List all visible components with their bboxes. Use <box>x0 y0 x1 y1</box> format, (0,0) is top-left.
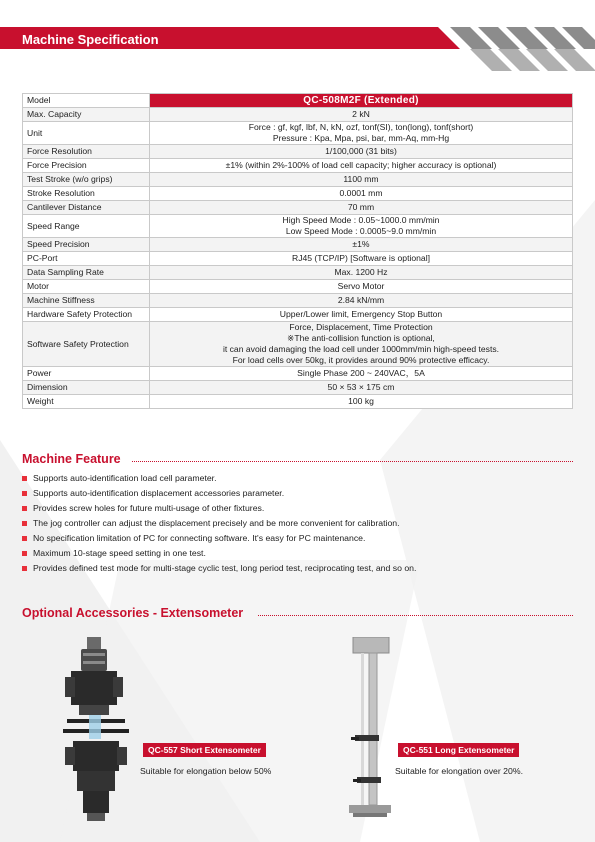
bullet-icon <box>22 551 27 556</box>
machine-feature-title: Machine Feature <box>22 452 121 466</box>
short-extensometer-desc: Suitable for elongation below 50% <box>140 766 272 776</box>
spec-key: Software Safety Protection <box>23 322 150 367</box>
spec-table <box>22 93 573 409</box>
feature-text: Provides defined test mode for multi-stage cyclic test, long period test, reciprocating test, and so on. <box>33 563 417 573</box>
spec-row <box>23 367 573 381</box>
spec-value: 50 × 53 × 175 cm <box>150 381 573 395</box>
short-extensometer-image <box>55 637 140 822</box>
spec-row <box>23 266 573 280</box>
spec-key: Model <box>23 94 150 108</box>
bullet-icon <box>22 491 27 496</box>
feature-text: No specification limitation of PC for connecting software. It's easy for PC maintenance. <box>33 533 366 543</box>
spec-value: 70 mm <box>150 201 573 215</box>
spec-key: Hardware Safety Protection <box>23 308 150 322</box>
feature-text: Supports auto-identification load cell parameter. <box>33 473 217 483</box>
feature-item <box>22 501 582 516</box>
feature-text: Provides screw holes for future multi-usage of other fixtures. <box>33 503 265 513</box>
feature-text: Supports auto-identification displacement accessories parameter. <box>33 488 285 498</box>
spec-key: Weight <box>23 395 150 409</box>
feature-text: Maximum 10-stage speed setting in one test. <box>33 548 206 558</box>
long-extensometer-label: QC-551 Long Extensometer <box>398 743 519 757</box>
bullet-icon <box>22 521 27 526</box>
spec-value: Max. 1200 Hz <box>150 266 573 280</box>
spec-row <box>23 294 573 308</box>
spec-key: Speed Range <box>23 215 150 238</box>
long-extensometer-desc: Suitable for elongation over 20%. <box>395 766 523 776</box>
spec-row <box>23 308 573 322</box>
spec-row <box>23 280 573 294</box>
spec-row <box>23 395 573 409</box>
spec-row <box>23 173 573 187</box>
spec-value-line: Force : gf, kgf, lbf, N, kN, ozf, tonf(SI), ton(long), tonf(short) <box>248 122 474 132</box>
spec-row <box>23 94 573 108</box>
spec-value <box>150 322 573 367</box>
long-extensometer-image <box>345 637 395 819</box>
spec-key: Stroke Resolution <box>23 187 150 201</box>
page-title: Machine Specification <box>22 32 159 47</box>
spec-key: Machine Stiffness <box>23 294 150 308</box>
spec-key: Motor <box>23 280 150 294</box>
spec-value-line: Pressure : Kpa, Mpa, psi, bar, mm-Aq, mm-Hg <box>272 133 450 143</box>
spec-row <box>23 187 573 201</box>
spec-value: 0.0001 mm <box>150 187 573 201</box>
spec-key: Cantilever Distance <box>23 201 150 215</box>
feature-item <box>22 486 582 501</box>
spec-key: Speed Precision <box>23 238 150 252</box>
bullet-icon <box>22 566 27 571</box>
spec-value: RJ45 (TCP/IP) [Software is optional] <box>150 252 573 266</box>
spec-value <box>150 122 573 145</box>
spec-row <box>23 201 573 215</box>
spec-value-line: Low Speed Mode : 0.0005~9.0 mm/min <box>285 226 437 236</box>
spec-value: ±1% (within 2%-100% of load cell capacity; higher accuracy is optional) <box>150 159 573 173</box>
bullet-icon <box>22 476 27 481</box>
spec-key: Dimension <box>23 381 150 395</box>
spec-value-line: ※The anti-collision function is optional, <box>287 333 435 343</box>
short-extensometer-label: QC-557 Short Extensometer <box>143 743 266 757</box>
spec-value: 2 kN <box>150 108 573 122</box>
spec-value: 2.84 kN/mm <box>150 294 573 308</box>
feature-item <box>22 531 582 546</box>
spec-key: Force Resolution <box>23 145 150 159</box>
spec-value: ±1% <box>150 238 573 252</box>
spec-value: Servo Motor <box>150 280 573 294</box>
spec-key: Force Precision <box>23 159 150 173</box>
spec-key: Unit <box>23 122 150 145</box>
spec-row <box>23 159 573 173</box>
bullet-icon <box>22 506 27 511</box>
feature-list <box>22 471 582 576</box>
feature-text: The jog controller can adjust the displacement precisely and be more convenient for calibration. <box>33 518 400 528</box>
feature-item <box>22 516 582 531</box>
spec-value-line: Force, Displacement, Time Protection <box>289 322 433 332</box>
spec-value-line: High Speed Mode : 0.05~1000.0 mm/min <box>282 215 440 225</box>
spec-key: Power <box>23 367 150 381</box>
feature-item <box>22 471 582 486</box>
section-divider <box>258 615 573 616</box>
spec-row <box>23 145 573 159</box>
spec-value: 1100 mm <box>150 173 573 187</box>
spec-key: Max. Capacity <box>23 108 150 122</box>
spec-row <box>23 381 573 395</box>
spec-value <box>150 215 573 238</box>
accessories-title: Optional Accessories - Extensometer <box>22 606 244 620</box>
spec-row <box>23 252 573 266</box>
spec-value: 1/100,000 (31 bits) <box>150 145 573 159</box>
spec-value: Upper/Lower limit, Emergency Stop Button <box>150 308 573 322</box>
feature-item <box>22 546 582 561</box>
spec-row <box>23 122 573 145</box>
spec-value-line: For load cells over 50kg, it provides around 90% protective efficacy. <box>232 355 490 365</box>
spec-key: PC-Port <box>23 252 150 266</box>
spec-value: Single Phase 200 ~ 240VAC，5A <box>150 367 573 381</box>
feature-item <box>22 561 582 576</box>
spec-row <box>23 238 573 252</box>
spec-value: QC-508M2F (Extended) <box>150 94 573 108</box>
spec-value-line: it can avoid damaging the load cell under 1000mm/min high-speed tests. <box>222 344 500 354</box>
section-divider <box>132 461 573 462</box>
spec-key: Test Stroke (w/o grips) <box>23 173 150 187</box>
bullet-icon <box>22 536 27 541</box>
spec-row <box>23 322 573 367</box>
spec-key: Data Sampling Rate <box>23 266 150 280</box>
spec-row <box>23 215 573 238</box>
spec-row <box>23 108 573 122</box>
spec-value: 100 kg <box>150 395 573 409</box>
